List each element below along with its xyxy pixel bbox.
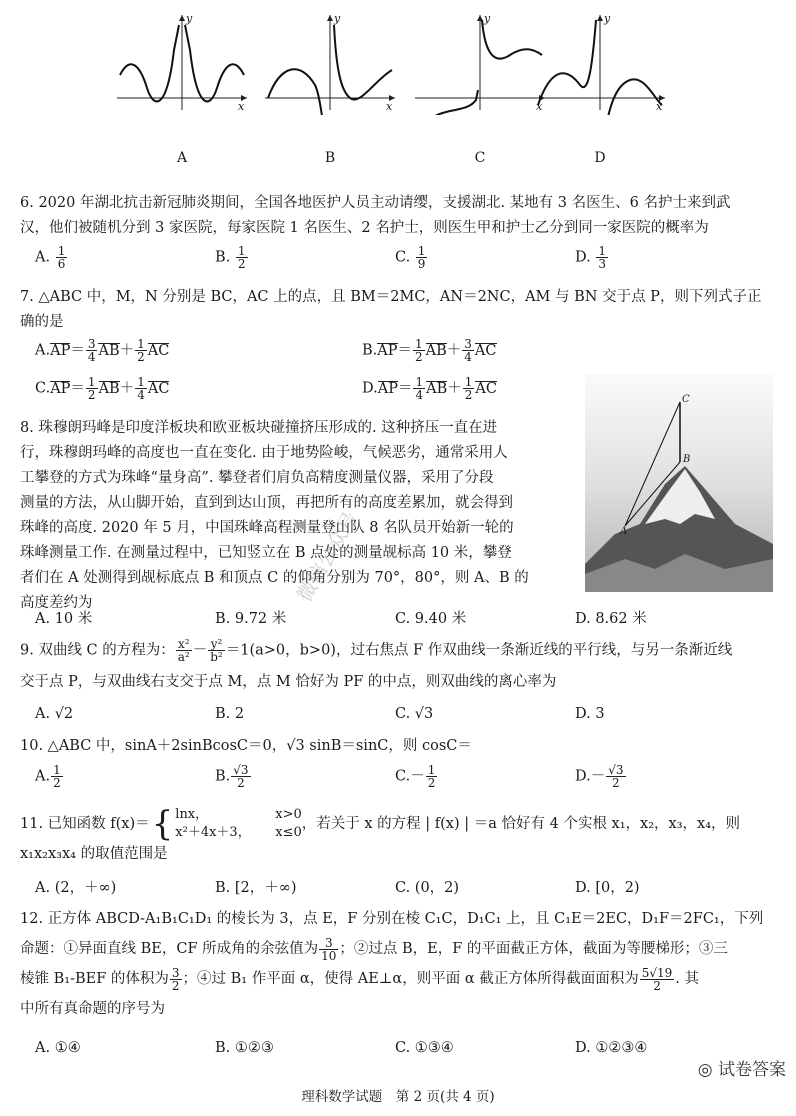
graph-b-y-label: y	[334, 12, 341, 25]
coef-2	[135, 376, 147, 401]
option-letter: C.	[35, 380, 51, 397]
vector-ab: AB	[426, 380, 448, 397]
fraction-num: 1	[57, 244, 66, 258]
vector-ap: AP	[50, 342, 71, 359]
fraction-num: 1	[415, 337, 423, 351]
option-fraction	[236, 245, 248, 270]
q8-option-b[interactable]: B. 9.72 米	[215, 611, 287, 627]
q11-option-d[interactable]: D. [0，2)	[575, 880, 640, 896]
vector-ac: AC	[474, 342, 497, 359]
q9-line2: 交于点 P，与双曲线右支交于点 M，点 M 恰好为 PF 的中点，则双曲线的离心率为	[20, 673, 557, 690]
fraction-num: 5√19	[641, 965, 673, 980]
fraction-den: 10	[321, 948, 337, 963]
q8-line: 测量的方法，从山脚开始，直到到达山顶，再把所有的高度差累加，就会得到	[20, 495, 513, 511]
fraction-den: 6	[57, 257, 66, 271]
fraction-num: √3	[233, 763, 249, 777]
q7-line1: 7. △ABC 中，M，N 分别是 BC，AC 上的点，且 BM＝2MC，AN＝2NC，AM 与 BN 交于点 P，则下列式子正	[20, 289, 762, 305]
q6-option-c[interactable]	[395, 245, 428, 270]
q9-option-a[interactable]: A. √2	[35, 706, 74, 722]
vector-ac: AC	[475, 380, 497, 397]
q8-option-d[interactable]: D. 8.62 米	[575, 611, 647, 627]
q8-line: 珠峰测量工作. 在测量过程中，已知竖立在 B 点处的测量觇标高 10 米，攀登	[20, 545, 512, 561]
option-letter: C.	[395, 768, 411, 785]
coef-1	[86, 376, 98, 401]
case-2-cond: x≤0	[275, 825, 302, 840]
fraction-num: y²	[208, 638, 225, 651]
q8-line: 高度差约为	[20, 595, 93, 611]
fraction-den: 4	[137, 388, 145, 402]
q10-option-a[interactable]	[35, 764, 64, 789]
graph-b-plot	[260, 10, 400, 115]
q8-line: 行，珠穆朗玛峰的高度也一直在变化. 由于地势险峻，气候恶劣，通常采用人	[20, 445, 508, 461]
fraction-num: 1	[427, 763, 436, 777]
q9-option-b[interactable]: B. 2	[215, 706, 245, 722]
q7-option-a[interactable]: A.AP＝ $\frac{3}{4}$ AB＋ $\frac{1}{2}$ AC	[35, 337, 170, 364]
point-c-label: C	[682, 394, 690, 405]
question-6	[20, 191, 730, 241]
fraction-num: 1	[415, 375, 424, 389]
graph-a-y-label: y	[186, 12, 193, 25]
option-fraction	[606, 764, 625, 789]
q6-line2: 汉，他们被随机分到 3 家医院，每家医院 1 名医生、2 名护士，则医生甲和护士乙分到同一家医院的概率为	[20, 220, 709, 236]
graph-d-x-label: x	[656, 100, 663, 113]
graph-a-label: A	[176, 150, 188, 166]
q12-line2b: ；②过点 B，E，F 的平面截正方体，截面为等腰梯形；③三	[339, 941, 728, 957]
fraction-den: 2	[415, 350, 423, 364]
q12-frac-2	[170, 967, 182, 992]
q9-option-d[interactable]: D. 3	[575, 706, 605, 722]
option-letter: B.	[362, 342, 378, 359]
graph-b-x-label: x	[386, 100, 393, 113]
q9-frac-x	[176, 638, 192, 663]
option-fraction	[51, 764, 63, 789]
fraction-num: 1	[237, 244, 246, 258]
fraction-num: √3	[608, 763, 624, 777]
q6-option-b[interactable]	[215, 245, 249, 270]
q12-line1: 12. 正方体 ABCD-A₁B₁C₁D₁ 的棱长为 3，点 E，F 分别在棱 C₁C，D₁C₁ 上，且 C₁E＝2EC，D₁F＝2FC₁，下列	[20, 911, 764, 927]
graph-d-plot	[530, 10, 670, 115]
option-letter: B.	[215, 768, 231, 785]
q12-option-a[interactable]: A. ①④	[35, 1040, 81, 1056]
graph-a-plot	[112, 10, 252, 115]
q10-option-d[interactable]	[575, 764, 627, 789]
fraction-num: x²	[176, 638, 192, 651]
fraction-den: 9	[417, 257, 426, 271]
fraction-den: 2	[237, 776, 245, 790]
vector-ap: AP	[50, 380, 71, 397]
q11-option-c[interactable]: C. (0，2)	[395, 880, 460, 896]
graph-b	[260, 10, 400, 166]
fraction-den: 4	[87, 350, 96, 364]
q12-line2	[20, 934, 763, 964]
fraction-num: 1	[598, 244, 606, 258]
option-letter: A.	[35, 768, 51, 785]
coef-2	[135, 338, 147, 363]
fraction-den: 2	[53, 776, 61, 790]
option-sign: －	[590, 768, 606, 785]
q10-line1: 10. △ABC 中，sinA＋2sinBcosC＝0，√3 sinB＝sinC，则 cosC＝	[20, 738, 472, 754]
vector-ab: AB	[98, 342, 120, 359]
q7-line2: 确的是	[20, 314, 64, 330]
fraction-num: 1	[53, 763, 61, 777]
coef-1	[86, 338, 98, 363]
q8-option-a[interactable]: A. 10 米	[35, 611, 93, 627]
q11-line1	[20, 806, 740, 842]
q10-option-c[interactable]	[395, 764, 438, 789]
fraction-den: 4	[464, 350, 472, 364]
fraction-den: b²	[210, 650, 223, 664]
question-10	[20, 734, 472, 759]
fraction-num: 1	[464, 375, 473, 389]
option-letter: D.	[362, 380, 378, 397]
option-letter: D.	[575, 249, 591, 266]
stamp-text: 微信公众号	[291, 507, 363, 606]
option-letter: C.	[395, 249, 411, 266]
q11-suffix: ，若关于 x 的方程 | f(x) | ＝a 恰好有 4 个实根 x₁，x₂，x₃，x₄，则	[301, 815, 741, 832]
fraction-den: 2	[427, 776, 436, 790]
fraction-den: 2	[653, 978, 661, 993]
brand-watermark	[698, 1055, 786, 1080]
q8-line: 8. 珠穆朗玛峰是印度洋板块和欧亚板块碰撞挤压形成的. 这种挤压一直在进	[20, 420, 498, 436]
q9-option-c[interactable]: C. √3	[395, 706, 434, 722]
fraction-den: a²	[177, 650, 190, 664]
q12-line3b: ；④过 B₁ 作平面 α，使得 AE⊥α，则平面 α 截正方体所得截面面积为	[182, 971, 639, 987]
vector-ac: AC	[147, 342, 170, 359]
graph-d-label: D	[594, 150, 606, 166]
coef-1	[413, 338, 425, 363]
graph-b-label: B	[324, 150, 336, 166]
piecewise-cases	[175, 806, 302, 842]
case-1-expr: lnx，	[175, 807, 209, 822]
q12-option-d[interactable]: D. ①②③④	[575, 1040, 648, 1056]
q10-option-b[interactable]	[215, 764, 252, 789]
fraction-num: 1	[87, 375, 96, 389]
option-fraction	[596, 245, 608, 270]
fraction-num: 3	[87, 337, 96, 351]
point-b-label: B	[683, 454, 691, 465]
q12-line3c: . 其	[675, 971, 700, 987]
fraction-num: 1	[417, 244, 426, 258]
fraction-den: 2	[87, 388, 96, 402]
case-1-cond: x>0	[275, 807, 302, 822]
q6-line1: 6. 2020 年湖北抗击新冠肺炎期间，全国各地医护人员主动请缨，支援湖北. 某地有 3 名医生、6 名护士来到武	[20, 195, 731, 211]
vector-ap: AP	[377, 342, 398, 359]
case-2-expr: x²＋4x＋3，	[175, 825, 251, 840]
option-letter: B.	[215, 249, 231, 266]
vector-ac: AC	[147, 380, 170, 397]
q11-option-a[interactable]: A. (2，＋∞)	[35, 880, 117, 896]
q9-minus: －	[192, 642, 208, 659]
vector-ab: AB	[425, 342, 447, 359]
fraction-num: 1	[137, 375, 145, 389]
point-a-label: A	[620, 526, 628, 537]
fraction-den: 2	[171, 978, 180, 993]
option-fraction	[426, 764, 438, 789]
coef-1	[413, 376, 425, 401]
graph-c	[410, 10, 550, 166]
fraction-den: 2	[612, 776, 620, 790]
graph-c-label: C	[474, 150, 486, 166]
graph-d-y-label: y	[604, 12, 611, 25]
q8-line: 者们在 A 处测得到觇标底点 B 和顶点 C 的仰角分别为 70°，80°，则 A、B 的	[20, 570, 529, 586]
brace-icon: {	[151, 804, 174, 844]
fraction-den: 4	[415, 388, 424, 402]
q8-line: 珠峰的高度. 2020 年 5 月，中国珠峰高程测量登山队 8 名队员开始新一轮的	[20, 520, 514, 536]
q11-option-b[interactable]: B. [2，＋∞)	[215, 880, 297, 896]
mountain-figure	[585, 374, 773, 592]
q9-suffix: ＝1(a>0，b>0)，过右焦点 F 作双曲线一条渐近线的平行线，与另一条渐近线	[225, 642, 733, 659]
fraction-den: 2	[137, 350, 145, 364]
q12-line3a: 棱锥 B₁-BEF 的体积为	[20, 971, 169, 987]
option-fraction	[231, 764, 250, 789]
q12-line3	[20, 964, 763, 994]
q8-line: 工攀登的方式为珠峰“量身高”. 攀登者们肩负高精度测量仪器，采用了分段	[20, 470, 494, 486]
graph-a	[112, 10, 252, 166]
coef-2	[462, 338, 474, 363]
fraction-num: 3	[319, 937, 338, 950]
fraction-num: 1	[137, 337, 145, 351]
question-12	[20, 904, 763, 1024]
question-7	[20, 285, 761, 335]
fraction-num: 3	[464, 337, 472, 351]
q12-frac-3	[640, 967, 675, 992]
graph-c-plot	[410, 10, 550, 115]
q9-frac-y	[208, 638, 225, 663]
fraction-den: 3	[598, 257, 606, 271]
graph-c-y-label: y	[484, 12, 491, 25]
q8-option-c[interactable]: C. 9.40 米	[395, 611, 467, 627]
q6-option-a[interactable]	[35, 245, 68, 270]
vector-ap: AP	[377, 380, 398, 397]
q12-option-b[interactable]: B. ①②③	[215, 1040, 274, 1056]
coef-2	[463, 376, 475, 401]
q11-prefix: 11. 已知函数 f(x)＝	[20, 815, 150, 832]
q7-option-b[interactable]: B.AP＝ $\frac{1}{2}$ AB＋ $\frac{3}{4}$ AC	[362, 337, 497, 364]
q7-option-d[interactable]: D.AP＝ $\frac{1}{4}$ AB＋ $\frac{1}{2}$ AC	[362, 375, 497, 402]
vector-ab: AB	[98, 380, 120, 397]
option-fraction	[416, 245, 428, 270]
fraction-num: 3	[171, 965, 180, 980]
option-letter: D.	[575, 768, 591, 785]
option-letter: A.	[35, 249, 51, 266]
question-11	[20, 806, 740, 867]
fraction-den: 2	[237, 257, 246, 271]
q7-option-c[interactable]: C.AP＝ $\frac{1}{2}$ AB＋ $\frac{1}{4}$ AC	[35, 375, 170, 402]
q12-line2a: 命题：①异面直线 BE，CF 所成角的余弦值为	[20, 941, 319, 957]
option-fraction	[56, 245, 68, 270]
q11-line2: x₁x₂x₃x₄ 的取值范围是	[20, 846, 168, 862]
q12-option-c[interactable]: C. ①③④	[395, 1040, 454, 1056]
q9-prefix: 9. 双曲线 C 的方程为：	[20, 642, 175, 659]
graph-c-x-label: x	[536, 100, 543, 113]
q6-option-d[interactable]	[575, 245, 609, 270]
wechat-icon: ◎	[697, 1060, 713, 1080]
graph-d	[530, 10, 670, 166]
mountain-illustration	[585, 374, 773, 592]
q12-line4: 中所有真命题的序号为	[20, 1001, 165, 1017]
question-9	[20, 638, 732, 695]
fraction-den: 2	[464, 388, 473, 402]
q12-frac-1	[319, 937, 338, 962]
page-footer: 理科数学试题 第 2 页(共 4 页)	[301, 1089, 495, 1105]
option-letter: A.	[35, 342, 51, 359]
watermark-text: 试卷答案	[718, 1060, 786, 1080]
graph-a-x-label: x	[238, 100, 245, 113]
option-sign: －	[410, 768, 425, 785]
